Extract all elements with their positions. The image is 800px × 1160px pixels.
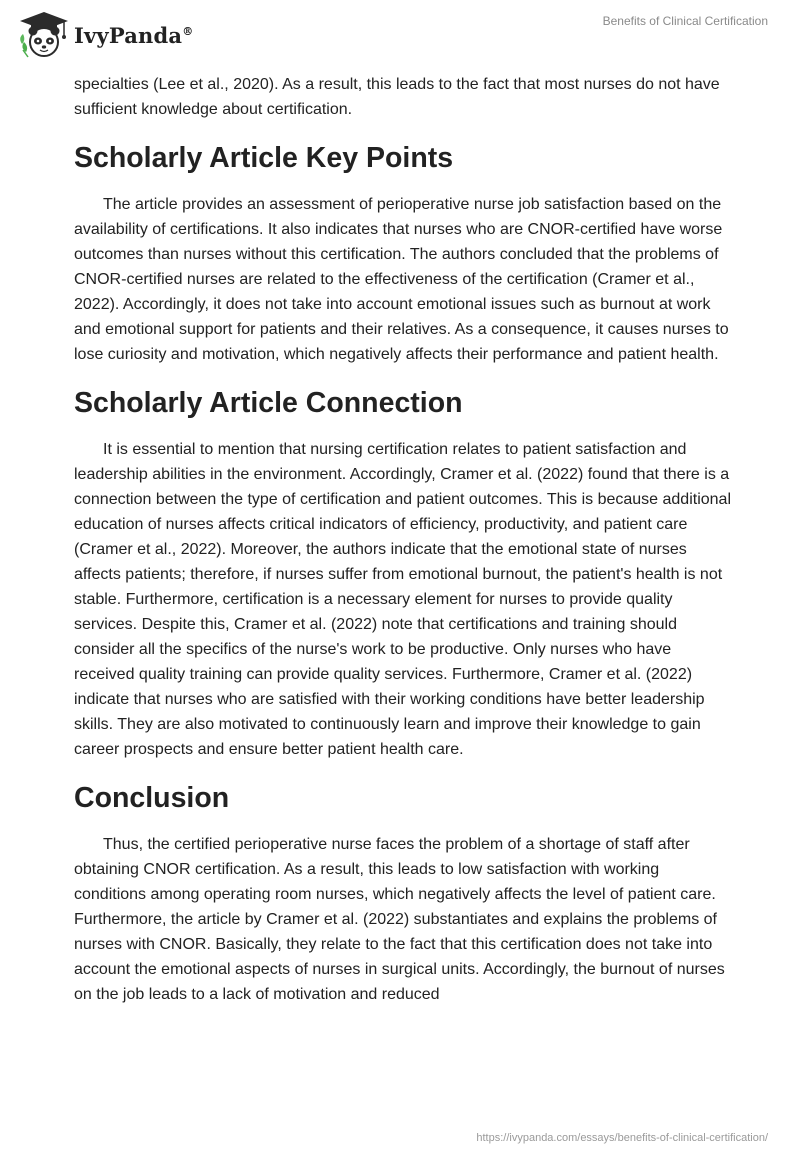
essay-content (74, 72, 734, 1007)
intro-paragraph: specialties (Lee et al., 2020). As a result, this leads to the fact that most nurses do not have sufficient knowledge about certification. (74, 76, 720, 118)
footer-source-url[interactable]: https://ivypanda.com/essays/benefits-of-clinical-certification/ (476, 1132, 768, 1144)
section-paragraph-key-points: The article provides an assessment of perioperative nurse job satisfaction based on the availability of certifications. It also indicates that nurses who are CNOR-certified have worse outcomes than nurses without this certification. The authors concluded that the problems of CNOR-certified nurses are related to the effectiveness of the certification (Cramer et al., 2022). Accordingly, it does not take into account emotional issues such as burnout at work and emotional support for patients and their relatives. As a consequence, it causes nurses to lose curiosity and motivation, which negatively affects their performance and patient health. (74, 196, 729, 363)
section-heading-conclusion: Conclusion (74, 782, 230, 814)
page-header (0, 0, 800, 72)
document-title: Benefits of Clinical Certification (602, 14, 768, 28)
panda-graduate-icon (16, 10, 72, 60)
section-paragraph-connection: It is essential to mention that nursing certification relates to patient satisfaction and leadership abilities in the environment. Accordingly, Cramer et al. (2022) found that there is a connection between the type of certification and patient outcomes. This is because additional education of nurses affects critical indicators of efficiency, productivity, and patient care (Cramer et al., 2022). Moreover, the authors indicate that the emotional state of nurses affects patients; therefore, if nurses suffer from emotional burnout, the patient's health is not stable. Furthermore, certification is a necessary element for nurses to provide quality services. Despite this, Cramer et al. (2022) note that certifications and training should consider all the specifics of the nurse's work to be productive. Only nurses who have received quality training can provide quality services. Furthermore, Cramer et al. (2022) indicate that nurses who are satisfied with their working conditions have better leadership skills. They are also motivated to continuously learn and improve their knowledge to gain career prospects and ensure better patient health care. (74, 441, 732, 758)
ivypanda-logo[interactable] (16, 10, 193, 60)
section-heading-connection: Scholarly Article Connection (74, 387, 463, 419)
section-paragraph-conclusion: Thus, the certified perioperative nurse faces the problem of a shortage of staff after obtaining CNOR certification. As a result, this leads to low satisfaction with working conditions among operating room nurses, which negatively affects the level of patient care. Furthermore, the article by Cramer et al. (2022) substantiates and explains the problems of nurses with CNOR. Basically, they relate to the fact that this certification does not take into account the emotional aspects of nurses in surgical units. Accordingly, the burnout of nurses on the job leads to a lack of motivation and reduced (74, 836, 725, 1003)
registered-mark: ® (182, 24, 194, 38)
section-heading-key-points: Scholarly Article Key Points (74, 142, 454, 174)
brand-name: IvyPanda® (74, 22, 194, 48)
